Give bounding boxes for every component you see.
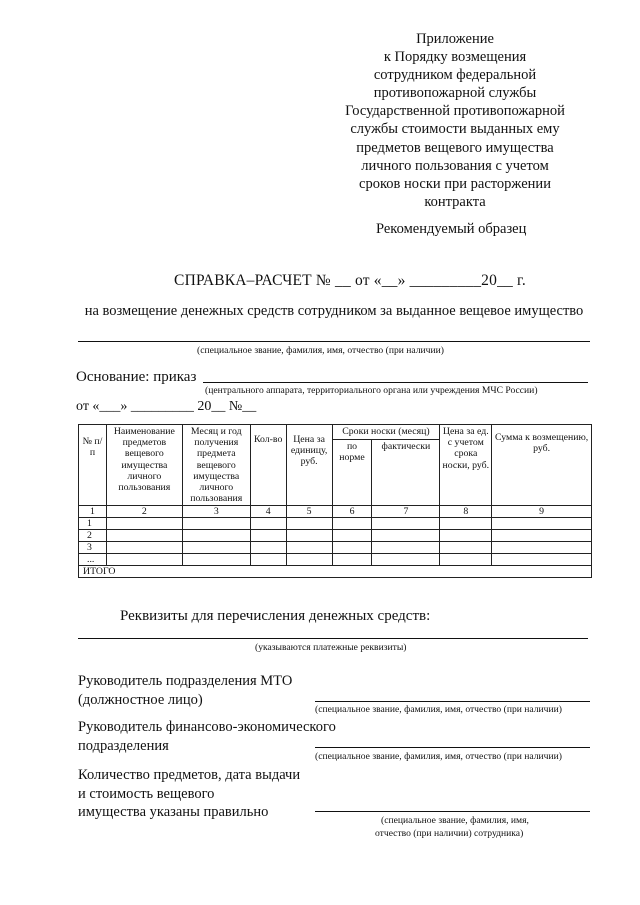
appendix-line: противопожарной службы: [373, 85, 537, 102]
appendix-line: контракта: [424, 193, 486, 210]
signature-mto-caption: (специальное звание, фамилия, имя, отчество (при наличии): [315, 704, 562, 715]
signature-employee-label: [78, 766, 300, 822]
caption-line: отчество (при наличии) сотрудника): [375, 827, 524, 839]
table-row: [79, 554, 592, 566]
document-title: СПРАВКА–РАСЧЕТ № __ от «__» _________20__ г.: [174, 272, 526, 289]
signature-line: подразделения: [78, 737, 169, 754]
row-number: ...: [79, 554, 107, 566]
caption-line: (специальное звание, фамилия, имя,: [381, 815, 529, 826]
total-label: ИТОГО: [79, 566, 592, 578]
header-actual: фактически: [372, 439, 440, 506]
basis-label: Основание: приказ: [76, 369, 197, 385]
signature-mto-field-line[interactable]: [315, 701, 590, 702]
order-date-number: от «___» _________ 20__ №__: [76, 399, 257, 414]
basis-caption: (центрального аппарата, территориального органа или учреждения МЧС России): [205, 385, 538, 396]
signature-employee-field-line[interactable]: [315, 811, 590, 812]
row-number: 2: [79, 530, 107, 542]
col-number: 5: [286, 506, 332, 518]
row-number: 1: [79, 518, 107, 530]
signature-line: Руководитель финансово-экономического: [78, 719, 336, 735]
col-number: 3: [182, 506, 250, 518]
appendix-block: [330, 30, 580, 211]
person-field-line[interactable]: [78, 341, 590, 342]
signature-finance-field-line[interactable]: [315, 747, 590, 748]
appendix-line: сотрудником федеральной: [373, 67, 537, 84]
col-number: 2: [106, 506, 182, 518]
col-number: 8: [440, 506, 492, 518]
header-norm: по норме: [332, 439, 372, 506]
header-sum: Сумма к возмещению, руб.: [492, 425, 592, 506]
header-qty: Кол-во: [250, 425, 286, 506]
header-month: Месяц и год получения предмета вещевого имущества личного пользования: [182, 425, 250, 506]
person-caption: (специальное звание, фамилия, имя, отчество (при наличии): [197, 345, 444, 356]
document-subtitle: на возмещение денежных средств сотрудником за выданное вещевое имущество: [84, 303, 584, 319]
appendix-line: Приложение: [416, 31, 494, 47]
col-number: 7: [372, 506, 440, 518]
header-price-wear: Цена за ед. с учетом срока носки, руб.: [440, 425, 492, 506]
col-number: 6: [332, 506, 372, 518]
header-wear: Сроки носки (месяц): [332, 425, 440, 440]
table-row: [79, 518, 592, 530]
signature-mto-label: [78, 672, 292, 709]
signature-line: Количество предметов, дата выдачи: [78, 767, 301, 783]
requisites-field-line[interactable]: [78, 638, 588, 639]
requisites-label: Реквизиты для перечисления денежных средств:: [120, 608, 431, 624]
signature-finance-caption: (специальное звание, фамилия, имя, отчество (при наличии): [315, 751, 562, 762]
col-number: 1: [79, 506, 107, 518]
requisites-caption: (указываются платежные реквизиты): [255, 642, 407, 653]
signature-line: (должностное лицо): [78, 691, 203, 708]
row-number: 3: [79, 542, 107, 554]
table-row: [79, 530, 592, 542]
calculation-table: [78, 424, 592, 578]
table-row: [79, 542, 592, 554]
header-num: № п/п: [79, 425, 107, 506]
appendix-line: личного пользования с учетом: [361, 157, 549, 174]
appendix-line: сроков носки при расторжении: [359, 175, 551, 192]
header-price: Цена за единицу, руб.: [286, 425, 332, 506]
col-number: 4: [250, 506, 286, 518]
appendix-line: Государственной противопожарной: [345, 103, 565, 120]
total-row: [79, 566, 592, 578]
column-numbers-row: [79, 506, 592, 518]
appendix-line: предметов вещевого имущества: [356, 139, 554, 156]
signature-finance-label: [78, 718, 336, 755]
recommended-sample: Рекомендуемый образец: [376, 221, 527, 237]
appendix-line: службы стоимости выданных ему: [350, 121, 560, 138]
header-name: Наименование предметов вещевого имущества личного пользования: [106, 425, 182, 506]
appendix-line: к Порядку возмещения: [383, 49, 527, 66]
signature-employee-caption: [375, 815, 529, 840]
col-number: 9: [492, 506, 592, 518]
signature-line: Руководитель подразделения МТО: [78, 673, 293, 689]
signature-line: имущества указаны правильно: [78, 804, 269, 820]
signature-line: и стоимость вещевого: [78, 785, 215, 802]
basis-field-line[interactable]: [203, 382, 588, 383]
